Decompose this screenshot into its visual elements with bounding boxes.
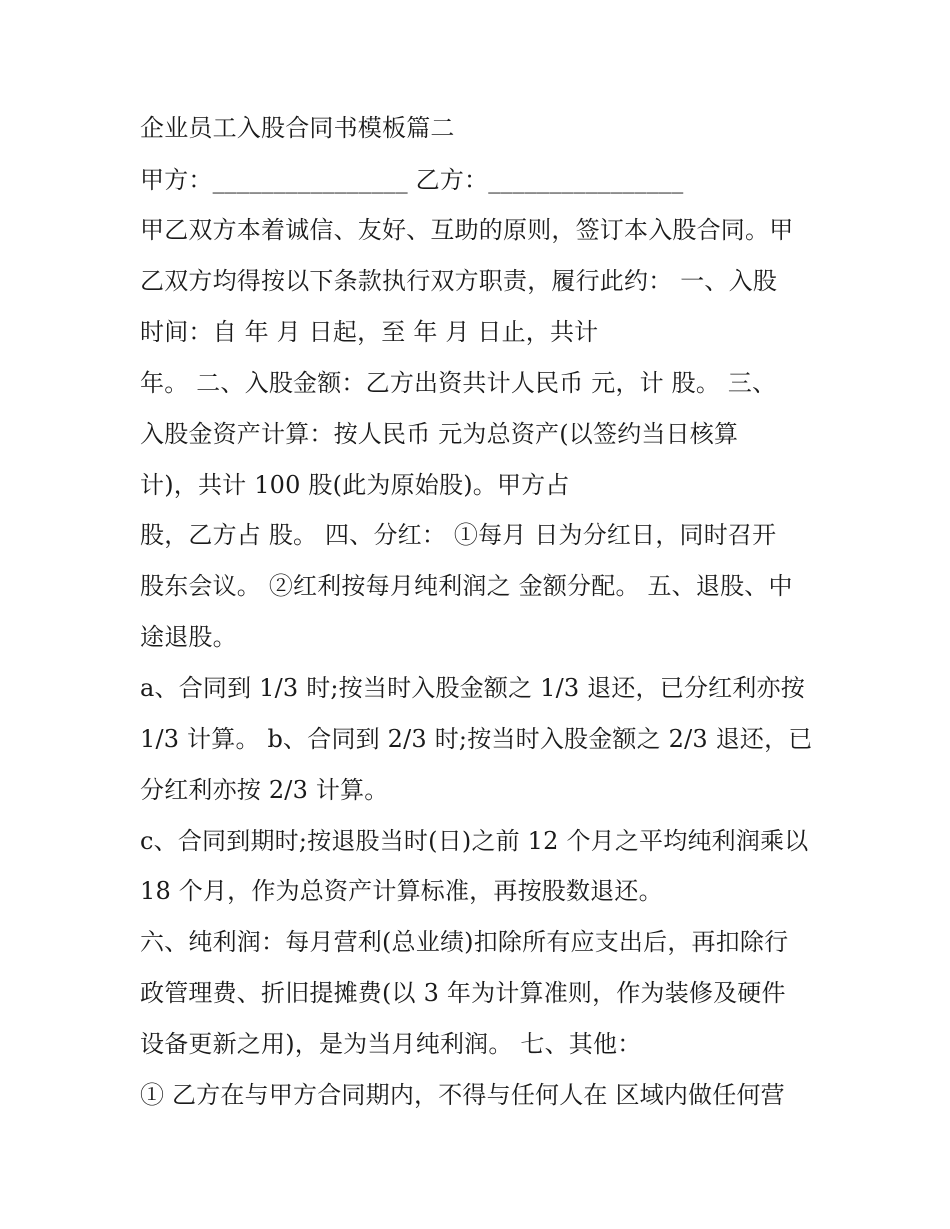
- body-line: 18 个月，作为总资产计算标准，再按股数退还。: [140, 877, 663, 905]
- body-line: ① 乙方在与甲方合同期内，不得与任何人在 区域内做任何营: [140, 1081, 785, 1109]
- body-line: 年。 二、入股金额：乙方出资共计人民币 元，计 股。 三、: [140, 369, 777, 397]
- body-line: 1/3 计算。 b、合同到 2/3 时;按当时入股金额之 2/3 退还，已: [140, 725, 813, 753]
- document-title: 企业员工入股合同书模板篇二: [140, 114, 455, 142]
- body-line: 股东会议。 ②红利按每月纯利润之 金额分配。 五、退股、中: [140, 572, 793, 600]
- body-line: c、合同到期时;按退股当时(日)之前 12 个月之平均纯利润乘以: [140, 827, 809, 855]
- body-line: 甲乙双方本着诚信、友好、互助的原则，签订本入股合同。甲: [140, 216, 794, 244]
- body-line: 乙双方均得按以下条款执行双方职责，履行此约： 一、入股: [140, 267, 778, 295]
- body-line: 途退股。: [140, 623, 237, 651]
- body-line: 股，乙方占 股。 四、分红： ①每月 日为分红日，同时召开: [140, 521, 777, 549]
- body-line: 入股金资产计算：按人民币 元为总资产(以签约当日核算: [140, 420, 739, 448]
- body-line: 分红利亦按 2/3 计算。: [140, 776, 389, 804]
- body-line: 计)，共计 100 股(此为原始股)。甲方占: [140, 471, 570, 499]
- body-line: 六、纯利润：每月营利(总业绩)扣除所有应支出后，再扣除行: [140, 928, 789, 956]
- parties-line: 甲方：________________ 乙方：________________: [140, 166, 684, 194]
- body-line: 时间：自 年 月 日起，至 年 月 日止，共计: [140, 318, 599, 346]
- body-line: 政管理费、折旧提摊费(以 3 年为计算准则，作为装修及硬件: [140, 979, 786, 1007]
- body-line: 设备更新之用)，是为当月纯利润。 七、其他：: [140, 1030, 642, 1058]
- body-line: a、合同到 1/3 时;按当时入股金额之 1/3 退还，已分红利亦按: [140, 674, 805, 702]
